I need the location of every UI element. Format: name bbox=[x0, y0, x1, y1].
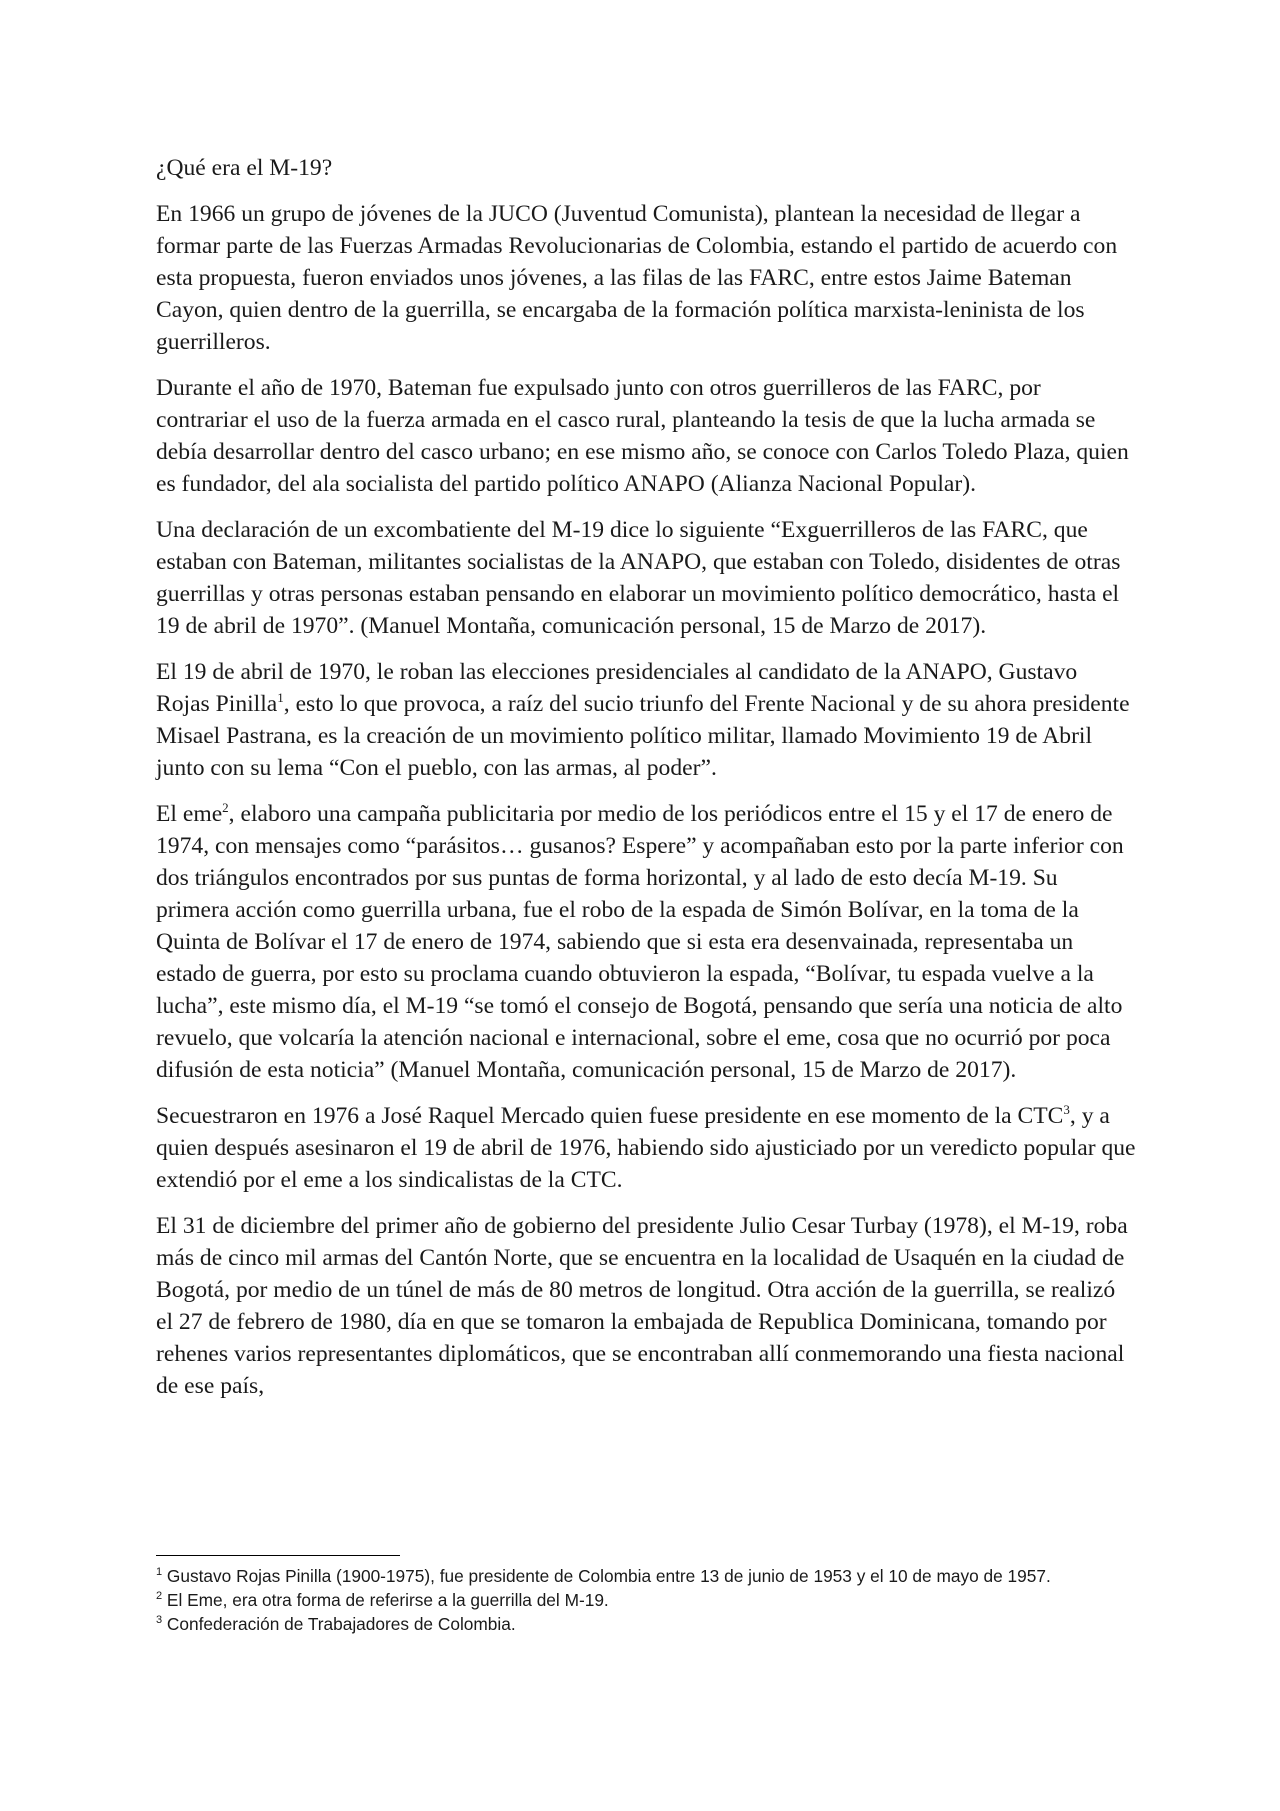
paragraph-text: El 19 de abril de 1970, le roban las elecciones presidenciales al candidato de la ANAPO, Gustavo Rojas Pinilla bbox=[156, 659, 1078, 717]
paragraph-text: Secuestraron en 1976 a José Raquel Mercado quien fuese presidente en ese momento de la CTC bbox=[156, 1103, 1064, 1129]
paragraph-text: , y a quien después asesinaron el 19 de abril de 1976, habiendo sido ajusticiado por un veredicto popular que extendió por el eme a los sindicalistas de la CTC. bbox=[156, 1103, 1136, 1193]
paragraph bbox=[156, 798, 1136, 1086]
footnote-number: 3 bbox=[156, 1614, 163, 1627]
footnote-ref-2[interactable]: 2 bbox=[222, 800, 229, 816]
footnote-2 bbox=[156, 1588, 1056, 1612]
footnotes bbox=[156, 1564, 1056, 1636]
footnote-text: Gustavo Rojas Pinilla (1900-1975), fue presidente de Colombia entre 13 de junio de 1953 y el 10 de mayo de 1957. bbox=[162, 1566, 1051, 1586]
footnote-separator bbox=[156, 1555, 400, 1556]
paragraph bbox=[156, 656, 1136, 784]
paragraph-text: , elaboro una campaña publicitaria por medio de los periódicos entre el 15 y el 17 de enero de 1974, con mensajes como “parásitos… gusanos? Espere” y acompañaban esto por la parte inferior con dos triángulos encontrados por sus puntas de forma horizontal, y al lado de esto decía M-19. Su primera acción como guerrilla urbana, fue el robo de la espada de Simón Bolívar, en la toma de la Quinta de Bolívar el 17 de enero de 1974, sabiendo que si esta era desenvainada, representaba un estado de guerra, por esto su proclama cuando obtuvieron la espada, “Bolívar, tu espada vuelve a la lucha”, este mismo día, el M-19 “se tomó el consejo de Bogotá, pensando que sería una noticia de alto revuelo, que volcaría la atención nacional e internacional, sobre el eme, cosa que no ocurrió por poca difusión de esta noticia” (Manuel Montaña, comunicación personal, 15 de Marzo de 2017). bbox=[156, 801, 1124, 1083]
document-body bbox=[156, 152, 1136, 1416]
footnote-ref-3[interactable]: 3 bbox=[1063, 1102, 1070, 1118]
paragraph bbox=[156, 1100, 1136, 1196]
footnote-3 bbox=[156, 1612, 1056, 1636]
paragraph-text: , esto lo que provoca, a raíz del sucio triunfo del Frente Nacional y de su ahora presidente Misael Pastrana, es la creación de un movimiento político militar, llamado Movimiento 19 de Abril junto con su lema “Con el pueblo, con las armas, al poder”. bbox=[156, 691, 1130, 781]
footnote-number: 1 bbox=[156, 1566, 163, 1579]
footnote-text: El Eme, era otra forma de referirse a la guerrilla del M-19. bbox=[162, 1590, 609, 1610]
paragraph: Una declaración de un excombatiente del M-19 dice lo siguiente “Exguerrilleros de las FARC, que estaban con Bateman, militantes socialistas de la ANAPO, que estaban con Toledo, disidentes de otras guerrillas y otras personas estaban pensando en elaborar un movimiento político democrático, hasta el 19 de abril de 1970”. (Manuel Montaña, comunicación personal, 15 de Marzo de 2017). bbox=[156, 517, 1121, 639]
paragraph: Durante el año de 1970, Bateman fue expulsado junto con otros guerrilleros de las FARC, por contrariar el uso de la fuerza armada en el casco rural, planteando la tesis de que la lucha armada se debía desarrollar dentro del casco urbano; en ese mismo año, se conoce con Carlos Toledo Plaza, quien es fundador, del ala socialista del partido político ANAPO (Alianza Nacional Popular). bbox=[156, 375, 1129, 497]
paragraph: En 1966 un grupo de jóvenes de la JUCO (Juventud Comunista), plantean la necesidad de llegar a formar parte de las Fuerzas Armadas Revolucionarias de Colombia, estando el partido de acuerdo con esta propuesta, fueron enviados unos jóvenes, a las filas de las FARC, entre estos Jaime Bateman Cayon, quien dentro de la guerrilla, se encargaba de la formación política marxista-leninista de los guerrilleros. bbox=[156, 201, 1118, 355]
footnote-text: Confederación de Trabajadores de Colombia. bbox=[162, 1614, 516, 1634]
paragraph: El 31 de diciembre del primer año de gobierno del presidente Julio Cesar Turbay (1978), el M-19, roba más de cinco mil armas del Cantón Norte, que se encuentra en la localidad de Usaquén en la ciudad de Bogotá, por medio de un túnel de más de 80 metros de longitud. Otra acción de la guerrilla, se realizó el 27 de febrero de 1980, día en que se tomaron la embajada de Republica Dominicana, tomando por rehenes varios representantes diplomáticos, que se encontraban allí conmemorando una fiesta nacional de ese país, bbox=[156, 1213, 1128, 1399]
page-title: ¿Qué era el M-19? bbox=[156, 155, 333, 181]
footnote-ref-1[interactable]: 1 bbox=[277, 690, 284, 706]
footnote-number: 2 bbox=[156, 1590, 163, 1603]
paragraph-text: El eme bbox=[156, 801, 223, 827]
footnote-1 bbox=[156, 1564, 1056, 1588]
